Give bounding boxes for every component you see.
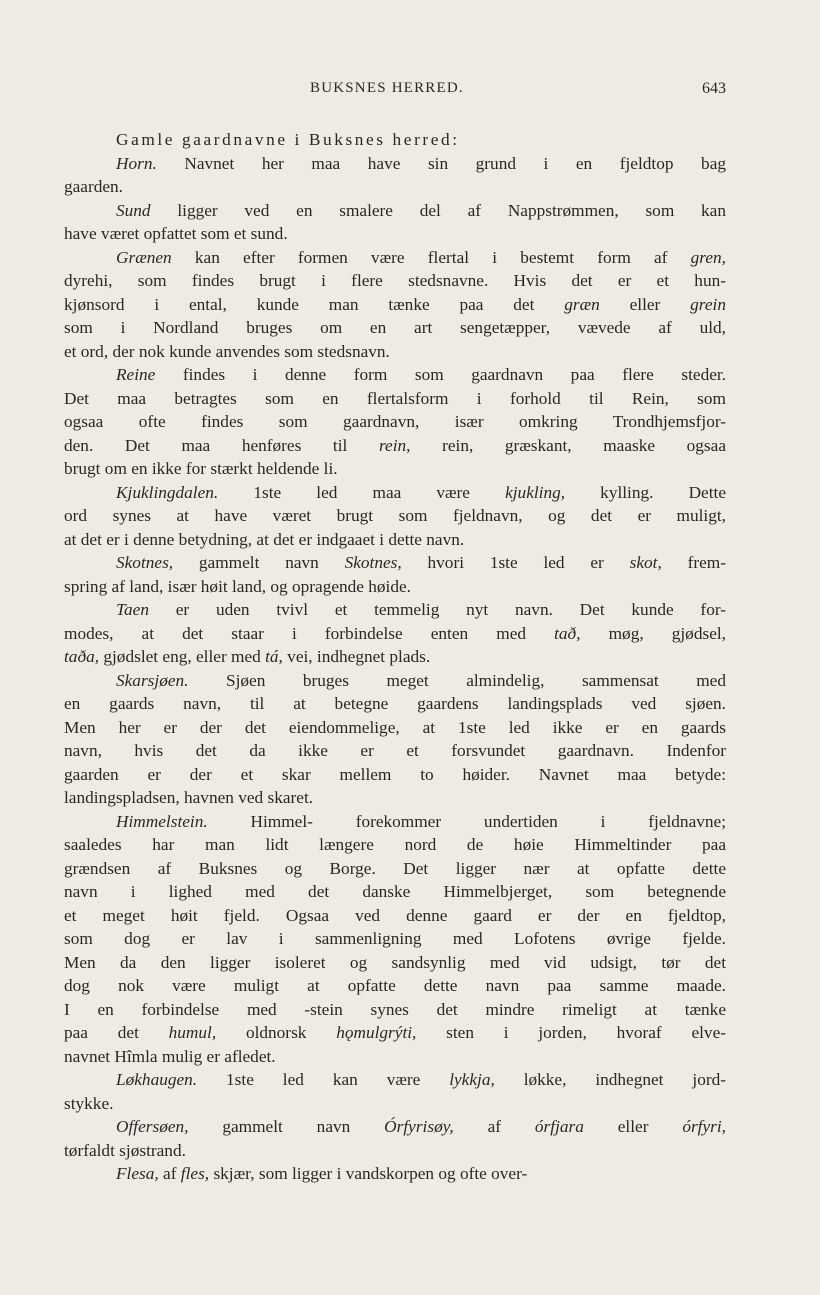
text-segment: oldnorsk [216, 1023, 337, 1042]
text-line [64, 575, 726, 599]
text-line [64, 692, 726, 716]
italic-term: kjukling, [505, 482, 566, 502]
text-segment: landingspladsen, havnen ved skaret. [64, 788, 314, 807]
text-line [64, 857, 726, 881]
text-line [64, 1139, 726, 1163]
italic-term: Skotnes, [344, 553, 402, 572]
text-segment: Navnet her maa have sin grund i en fjeldtop bag [156, 153, 726, 173]
italic-term: Kjuklingdalen. [116, 482, 219, 502]
running-title: BUKSNES HERRED. [310, 80, 464, 96]
italic-term: Offersøen, [116, 1117, 189, 1136]
italic-term: órfyri, [682, 1117, 726, 1136]
text-line [64, 152, 726, 176]
text-line [64, 269, 726, 293]
text-line [64, 880, 726, 904]
text-segment: en gaards navn, til at betegne gaardens landingsplads ved sjøen. [64, 694, 726, 713]
page-number: 643 [702, 80, 726, 97]
text-segment: at det er i denne betydning, at det er indgaaet i dette navn. [64, 529, 465, 549]
italic-term: gren, [690, 247, 726, 267]
text-segment: grændsen af Buksnes og Borge. Det ligger nær at opfatte dette [64, 858, 726, 878]
text-segment: gammelt navn [188, 1117, 385, 1136]
italic-term: Skotnes, [116, 553, 174, 572]
text-segment: som i Nordland bruges om en art sengetæpper, vævede af uld, [64, 318, 726, 337]
italic-term: tað, [554, 623, 581, 643]
italic-term: rein, [378, 435, 411, 455]
text-line [64, 669, 726, 693]
italic-term: Sund [116, 200, 151, 220]
text-line [64, 340, 726, 364]
text-segment: som dog er lav i sammenligning med Lofotens øvrige fjelde. [64, 929, 726, 948]
text-segment: den. Det maa henføres til [64, 435, 379, 455]
italic-term: Skarsjøen. [116, 670, 189, 690]
italic-term: hǫmulgrýti, [336, 1023, 417, 1042]
text-line [64, 199, 726, 223]
text-line [64, 246, 726, 270]
italic-term: Taen [116, 600, 149, 619]
text-segment: 1ste led kan være [197, 1070, 450, 1089]
text-segment: Gamle gaardnavne i Buksnes herred: [116, 130, 460, 149]
text-segment: hvori 1ste led er [401, 553, 630, 572]
text-line [64, 551, 726, 575]
text-segment: paa det [64, 1023, 169, 1042]
text-segment: gaarden. [64, 177, 124, 196]
text-line [64, 810, 726, 834]
text-segment: dog nok være muligt at opfatte dette navn paa samme maade. [64, 976, 726, 995]
text-line [64, 622, 726, 646]
text-segment: kan efter formen være flertal i bestemt form af [171, 247, 691, 267]
text-segment: eller [599, 294, 691, 314]
text-segment: gammelt navn [173, 553, 345, 572]
text-line [64, 645, 726, 669]
italic-term: humul, [168, 1023, 217, 1042]
italic-term: lykkja, [449, 1070, 495, 1089]
text-segment: af [453, 1117, 535, 1136]
text-segment: gaarden er der et skar mellem to høider. Navnet maa betyde: [64, 764, 726, 784]
text-segment: Himmel- forekommer undertiden i fjeldnavne; [207, 811, 726, 831]
text-segment: sten i jorden, hvoraf elve- [416, 1023, 726, 1042]
text-segment: saaledes har man lidt længere nord de høie Himmeltinder paa [64, 835, 726, 854]
text-line [64, 1021, 726, 1045]
italic-term: Horn. [116, 153, 157, 173]
italic-term: skot, [629, 553, 662, 572]
text-segment: Det maa betragtes som en flertalsform i forhold til Rein, som [64, 388, 726, 408]
text-line [64, 387, 726, 411]
text-line [64, 316, 726, 340]
text-line [64, 716, 726, 740]
text-segment: kylling. Dette [565, 482, 726, 502]
text-segment: I en forbindelse med -stein synes det mindre rimeligt at tænke [64, 999, 726, 1019]
text-segment: ord synes at have været brugt som fjeldnavn, og det er muligt, [64, 506, 726, 525]
text-segment: 1ste led maa være [218, 482, 506, 502]
text-line [64, 904, 726, 928]
text-segment: ogsaa ofte findes som gaardnavn, især omkring Trondhjemsfjor- [64, 412, 726, 431]
text-line [64, 410, 726, 434]
text-line [64, 1045, 726, 1069]
text-line [64, 763, 726, 787]
italic-term: Himmelstein. [116, 811, 208, 831]
text-line [64, 786, 726, 810]
text-segment: Men her er der det eiendommelige, at 1ste led ikke er en gaards [64, 717, 726, 737]
text-line [64, 1162, 726, 1186]
text-line [64, 598, 726, 622]
text-line [64, 739, 726, 763]
italic-term: Flesa, [116, 1164, 159, 1183]
text-line [64, 974, 726, 998]
text-line [64, 293, 726, 317]
text-line [64, 1068, 726, 1092]
text-segment: et ord, der nok kunde anvendes som stedsnavn. [64, 341, 390, 361]
italic-term: Grænen [116, 247, 172, 267]
text-segment: have været opfattet som et sund. [64, 224, 288, 243]
text-line [64, 175, 726, 199]
text-segment: stykke. [64, 1093, 114, 1113]
text-line [64, 457, 726, 481]
body-text [64, 128, 726, 1186]
italic-term: grein [690, 294, 726, 314]
italic-term: Reine [116, 365, 156, 384]
text-segment: modes, at det staar i forbindelse enten med [64, 623, 555, 643]
italic-term: tá, [265, 647, 283, 666]
text-segment: eller [583, 1117, 683, 1136]
text-segment: kjønsord i ental, kunde man tænke paa det [64, 294, 565, 314]
text-line [64, 128, 726, 152]
italic-term: Løkhaugen. [116, 1070, 198, 1089]
text-segment: Men da den ligger isoleret og sandsynlig med vid udsigt, tør det [64, 952, 726, 972]
text-segment: rein, græskant, maaske ogsaa [410, 435, 726, 455]
text-segment: af [158, 1164, 181, 1183]
text-segment: navn i lighed med det danske Himmelbjerget, som betegnende [64, 882, 726, 901]
text-line [64, 1115, 726, 1139]
text-segment: navn, hvis det da ikke er et forsvundet gaardnavn. Indenfor [64, 741, 726, 760]
text-line [64, 1092, 726, 1116]
text-line [64, 927, 726, 951]
text-segment: findes i denne form som gaardnavn paa flere steder. [155, 365, 726, 384]
text-segment: frem- [661, 553, 726, 572]
text-segment: løkke, indhegnet jord- [494, 1070, 726, 1089]
text-segment: brugt om en ikke for stærkt heldende li. [64, 459, 338, 478]
text-segment: gjødslet eng, eller med [99, 647, 266, 666]
text-segment: tørfaldt sjøstrand. [64, 1140, 186, 1160]
text-line [64, 528, 726, 552]
text-segment: navnet Hîmla mulig er afledet. [64, 1046, 276, 1066]
text-line [64, 998, 726, 1022]
italic-term: fles, [180, 1164, 210, 1183]
italic-term: órfjara [534, 1117, 584, 1136]
text-line [64, 951, 726, 975]
italic-term: græn [564, 294, 600, 314]
running-header [0, 80, 820, 104]
text-segment: spring af land, især høit land, og opragende høide. [64, 576, 411, 596]
text-segment: møg, gjødsel, [580, 623, 726, 643]
text-line [64, 434, 726, 458]
text-segment: skjær, som ligger i vandskorpen og ofte over- [209, 1164, 528, 1183]
text-line [64, 481, 726, 505]
text-line [64, 222, 726, 246]
italic-term: Órfyrisøy, [384, 1117, 454, 1136]
text-segment: et meget høit fjeld. Ogsaa ved denne gaard er der en fjeldtop, [64, 905, 726, 925]
text-segment: vei, indhegnet plads. [282, 647, 431, 666]
text-segment: er uden tvivl et temmelig nyt navn. Det kunde for- [148, 600, 726, 619]
text-segment: Sjøen bruges meget almindelig, sammensat med [188, 670, 726, 690]
text-line [64, 363, 726, 387]
text-line [64, 833, 726, 857]
text-line [64, 504, 726, 528]
italic-term: taða, [64, 647, 100, 666]
text-segment: ligger ved en smalere del af Nappstrømmen, som kan [150, 200, 726, 220]
text-segment: dyrehi, som findes brugt i flere stedsnavne. Hvis det er et hun- [64, 271, 726, 290]
